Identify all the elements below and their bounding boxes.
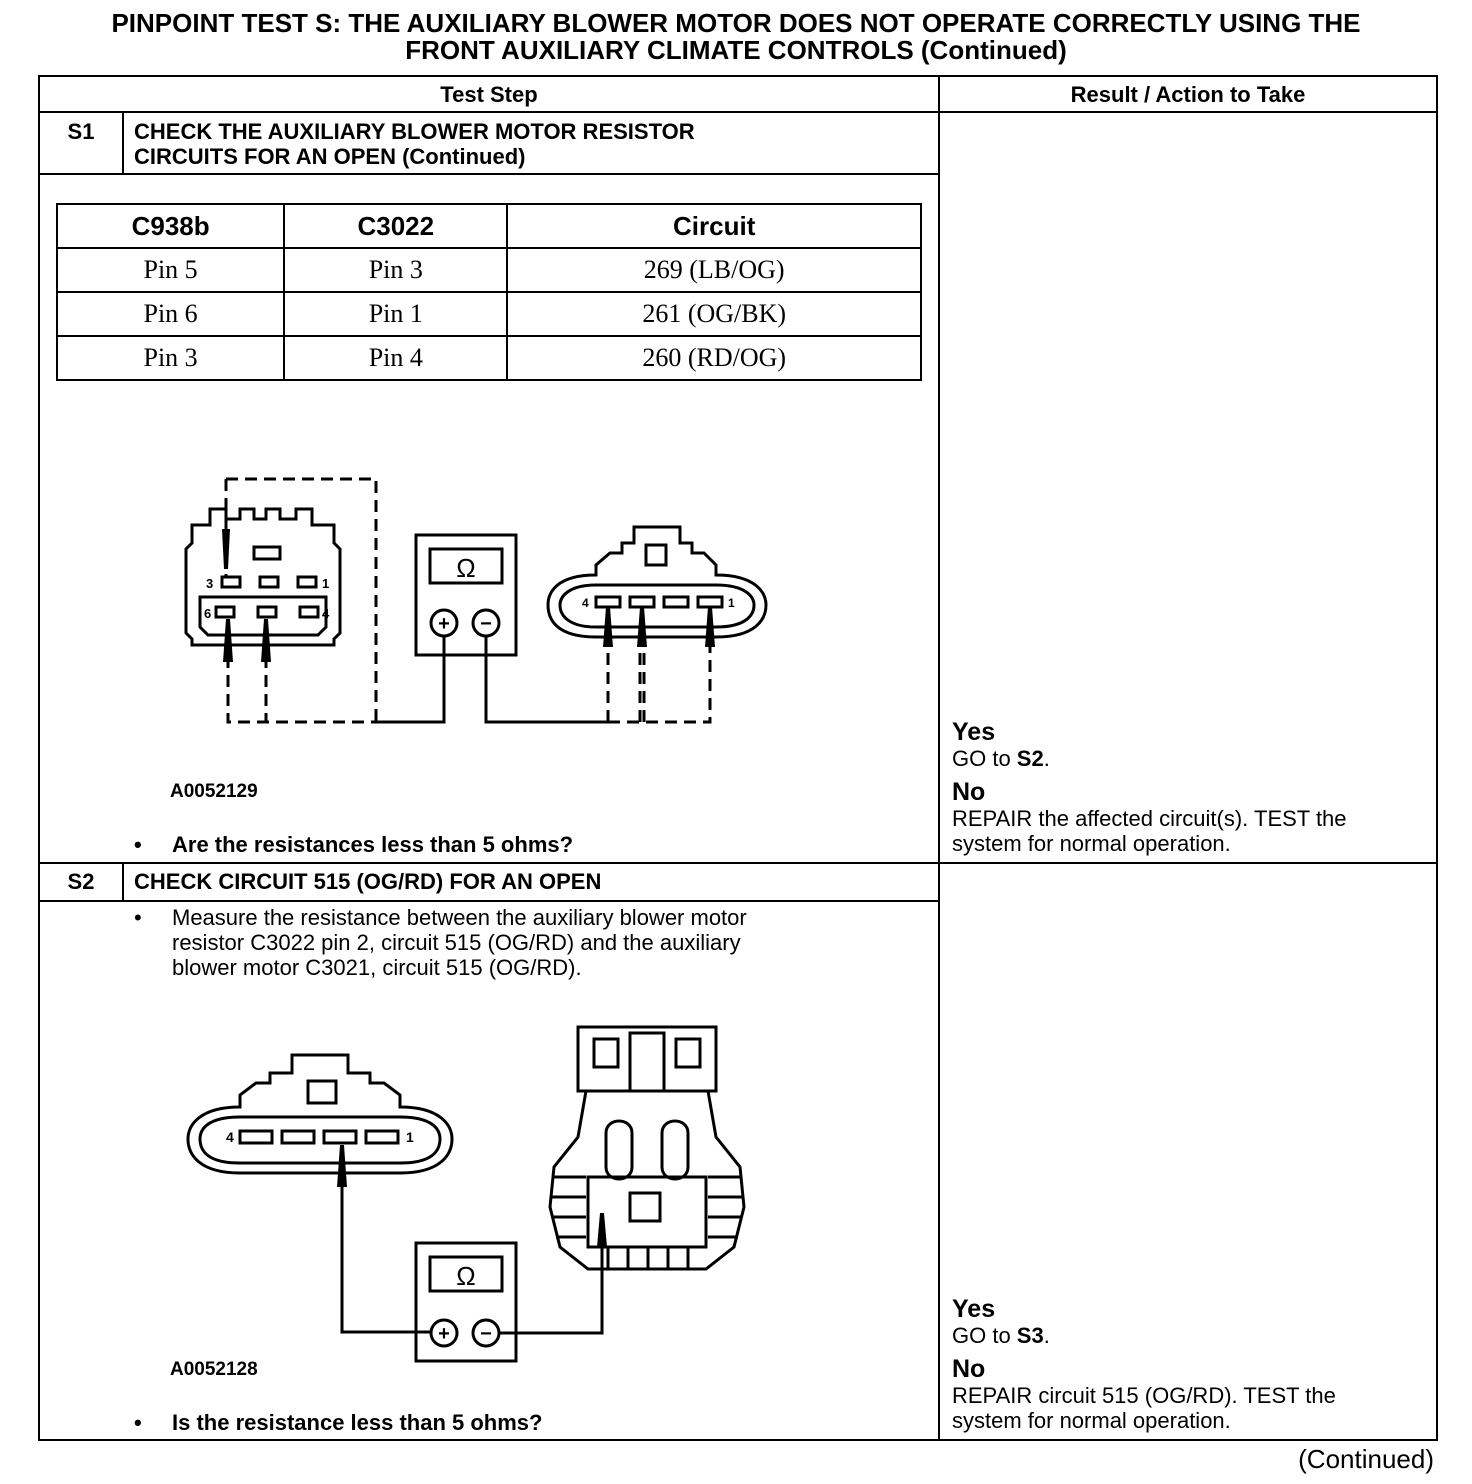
s1-number-divider bbox=[122, 111, 124, 173]
minus-label: − bbox=[480, 1323, 492, 1345]
table-cell: Pin 3 bbox=[284, 248, 507, 292]
pin-cavity bbox=[258, 607, 276, 617]
s2-result bbox=[952, 1296, 1336, 1433]
yes-action-step: S3 bbox=[1016, 1323, 1044, 1348]
c3022-connector-inner bbox=[200, 1117, 440, 1163]
plus-label: + bbox=[438, 1323, 450, 1345]
pin-number-label: 1 bbox=[406, 1129, 414, 1145]
c3021-connector-tab bbox=[676, 1039, 700, 1067]
bullet-glyph: • bbox=[134, 905, 142, 930]
pin-cavity bbox=[664, 597, 688, 607]
table-row bbox=[57, 248, 921, 292]
table-row bbox=[57, 336, 921, 380]
s1-result bbox=[952, 719, 1347, 856]
yes-action-prefix: GO to bbox=[952, 1323, 1017, 1348]
s2-step-title: CHECK CIRCUIT 515 (OG/RD) FOR AN OPEN bbox=[134, 869, 602, 894]
c938b-latch bbox=[254, 547, 280, 559]
pin-number-label: 1 bbox=[322, 576, 330, 591]
s1-title-divider bbox=[40, 173, 938, 175]
probe-tip bbox=[603, 607, 613, 647]
s1-step-title bbox=[134, 119, 695, 169]
no-action-line-1: REPAIR circuit 515 (OG/RD). TEST the bbox=[952, 1383, 1336, 1408]
probe-tip bbox=[223, 619, 233, 662]
yes-action bbox=[952, 1323, 1336, 1348]
table-cell: 269 (LB/OG) bbox=[507, 248, 921, 292]
pin-cavity bbox=[630, 597, 654, 607]
probe-lead bbox=[226, 479, 376, 722]
table-cell: 260 (RD/OG) bbox=[507, 336, 921, 380]
s1-multimeter-diagram bbox=[40, 457, 938, 747]
no-label: No bbox=[952, 778, 986, 806]
pin-cavity bbox=[596, 597, 620, 607]
pinpoint-test-table bbox=[38, 75, 1438, 1441]
pin-cavity bbox=[698, 597, 722, 607]
c3021-connector-loop bbox=[662, 1121, 688, 1179]
pin-cavity bbox=[300, 607, 318, 617]
pin-cavity bbox=[324, 1131, 356, 1143]
c3021-connector-top bbox=[578, 1027, 716, 1091]
c3021-connector-slot bbox=[630, 1033, 664, 1091]
s1-step-number: S1 bbox=[67, 119, 95, 144]
yes-action-suffix: . bbox=[1043, 1323, 1050, 1348]
title-line-1: PINPOINT TEST S: THE AUXILIARY BLOWER MOTOR DOES NOT OPERATE CORRECTLY USING THE bbox=[111, 8, 1361, 38]
probe-tip bbox=[705, 607, 715, 647]
header-divider bbox=[40, 111, 1436, 113]
table-cell: Pin 3 bbox=[57, 336, 284, 380]
pin-number-label: 4 bbox=[322, 606, 330, 621]
table-cell: Pin 5 bbox=[57, 248, 284, 292]
pin-number-label: 4 bbox=[226, 1129, 234, 1145]
probe-tip bbox=[637, 607, 647, 647]
c3021-connector-body bbox=[550, 1091, 744, 1269]
pin-number-label: 1 bbox=[728, 596, 735, 610]
table-cell: 261 (OG/BK) bbox=[507, 292, 921, 336]
pin-circuit-table bbox=[56, 203, 922, 381]
yes-label: Yes bbox=[952, 718, 996, 746]
c3022-latch bbox=[646, 545, 666, 565]
s2-title-divider bbox=[40, 900, 938, 902]
result-header: Result / Action to Take bbox=[1070, 82, 1306, 107]
probe-lead bbox=[486, 636, 608, 722]
yes-action-suffix: . bbox=[1043, 746, 1050, 771]
pin-cavity bbox=[366, 1131, 398, 1143]
minus-label: − bbox=[480, 613, 492, 635]
plus-label: + bbox=[438, 613, 450, 635]
s2-instruction-line-2: resistor C3022 pin 2, circuit 515 (OG/RD) and the auxiliary bbox=[172, 930, 741, 955]
table-header: C938b bbox=[57, 204, 284, 248]
no-label: No bbox=[952, 1355, 986, 1383]
meter-symbol-label: Ω bbox=[456, 553, 476, 583]
table-row bbox=[57, 292, 921, 336]
page-title bbox=[20, 10, 1452, 64]
pin-number-label: 6 bbox=[204, 606, 212, 621]
title-line-2: FRONT AUXILIARY CLIMATE CONTROLS (Continued) bbox=[405, 35, 1067, 65]
c3022-connector-body bbox=[188, 1055, 452, 1173]
s1-title-line-1: CHECK THE AUXILIARY BLOWER MOTOR RESISTOR bbox=[134, 119, 695, 144]
step-divider bbox=[40, 862, 1436, 864]
probe-tip bbox=[337, 1145, 347, 1187]
c3021-terminal bbox=[630, 1193, 660, 1221]
s2-question-text: Is the resistance less than 5 ohms? bbox=[172, 1410, 543, 1435]
probe-tip bbox=[261, 619, 271, 662]
table-cell: Pin 6 bbox=[57, 292, 284, 336]
s1-title-line-2: CIRCUITS FOR AN OPEN (Continued) bbox=[134, 144, 526, 169]
table-header-row bbox=[57, 204, 921, 248]
table-cell: Pin 4 bbox=[284, 336, 507, 380]
yes-label: Yes bbox=[952, 1295, 996, 1323]
table-header: C3022 bbox=[284, 204, 507, 248]
s2-number-divider bbox=[122, 862, 124, 900]
pin-number-label: 3 bbox=[206, 576, 214, 591]
column-divider bbox=[938, 77, 940, 1439]
bullet-glyph: • bbox=[134, 832, 142, 857]
pin-cavity bbox=[282, 1131, 314, 1143]
pin-cavity bbox=[222, 577, 240, 587]
s1-figure-id: A0052129 bbox=[170, 781, 258, 802]
yes-action bbox=[952, 746, 1347, 771]
probe-tip bbox=[597, 1213, 607, 1247]
test-step-header: Test Step bbox=[440, 82, 538, 107]
no-action-line-2: system for normal operation. bbox=[952, 831, 1231, 856]
s2-instruction-line-1: Measure the resistance between the auxiliary blower motor bbox=[172, 905, 747, 930]
c3021-connector-loop bbox=[606, 1121, 632, 1179]
c3022-connector-inner bbox=[560, 585, 754, 627]
bullet-glyph: • bbox=[134, 1410, 142, 1435]
pin-number-label: 4 bbox=[582, 596, 589, 610]
no-action-line-1: REPAIR the affected circuit(s). TEST the bbox=[952, 806, 1347, 831]
c3021-connector-tab bbox=[594, 1039, 618, 1067]
probe-lead bbox=[608, 629, 710, 722]
pin-cavity bbox=[260, 577, 278, 587]
s2-step-number: S2 bbox=[67, 869, 95, 894]
s2-instruction-line-3: blower motor C3021, circuit 515 (OG/RD). bbox=[172, 955, 582, 980]
probe-tip bbox=[222, 529, 230, 569]
c3021-rib bbox=[608, 1247, 688, 1269]
probe-lead bbox=[499, 1247, 602, 1333]
pin-cavity bbox=[240, 1131, 272, 1143]
probe-lead bbox=[228, 637, 376, 722]
s2-figure-id: A0052128 bbox=[170, 1359, 258, 1380]
s1-question-text: Are the resistances less than 5 ohms? bbox=[172, 832, 574, 857]
pin-cavity bbox=[298, 577, 316, 587]
yes-action-step: S2 bbox=[1016, 746, 1044, 771]
table-cell: Pin 1 bbox=[284, 292, 507, 336]
pin-cavity bbox=[216, 607, 234, 617]
continued-footer: (Continued) bbox=[1298, 1444, 1434, 1474]
yes-action-prefix: GO to bbox=[952, 746, 1017, 771]
table-header: Circuit bbox=[507, 204, 921, 248]
c3022-latch bbox=[308, 1081, 336, 1103]
no-action-line-2: system for normal operation. bbox=[952, 1408, 1231, 1433]
meter-symbol-label: Ω bbox=[456, 1261, 476, 1291]
probe-lead bbox=[376, 636, 444, 722]
s2-multimeter-diagram bbox=[40, 1017, 938, 1377]
